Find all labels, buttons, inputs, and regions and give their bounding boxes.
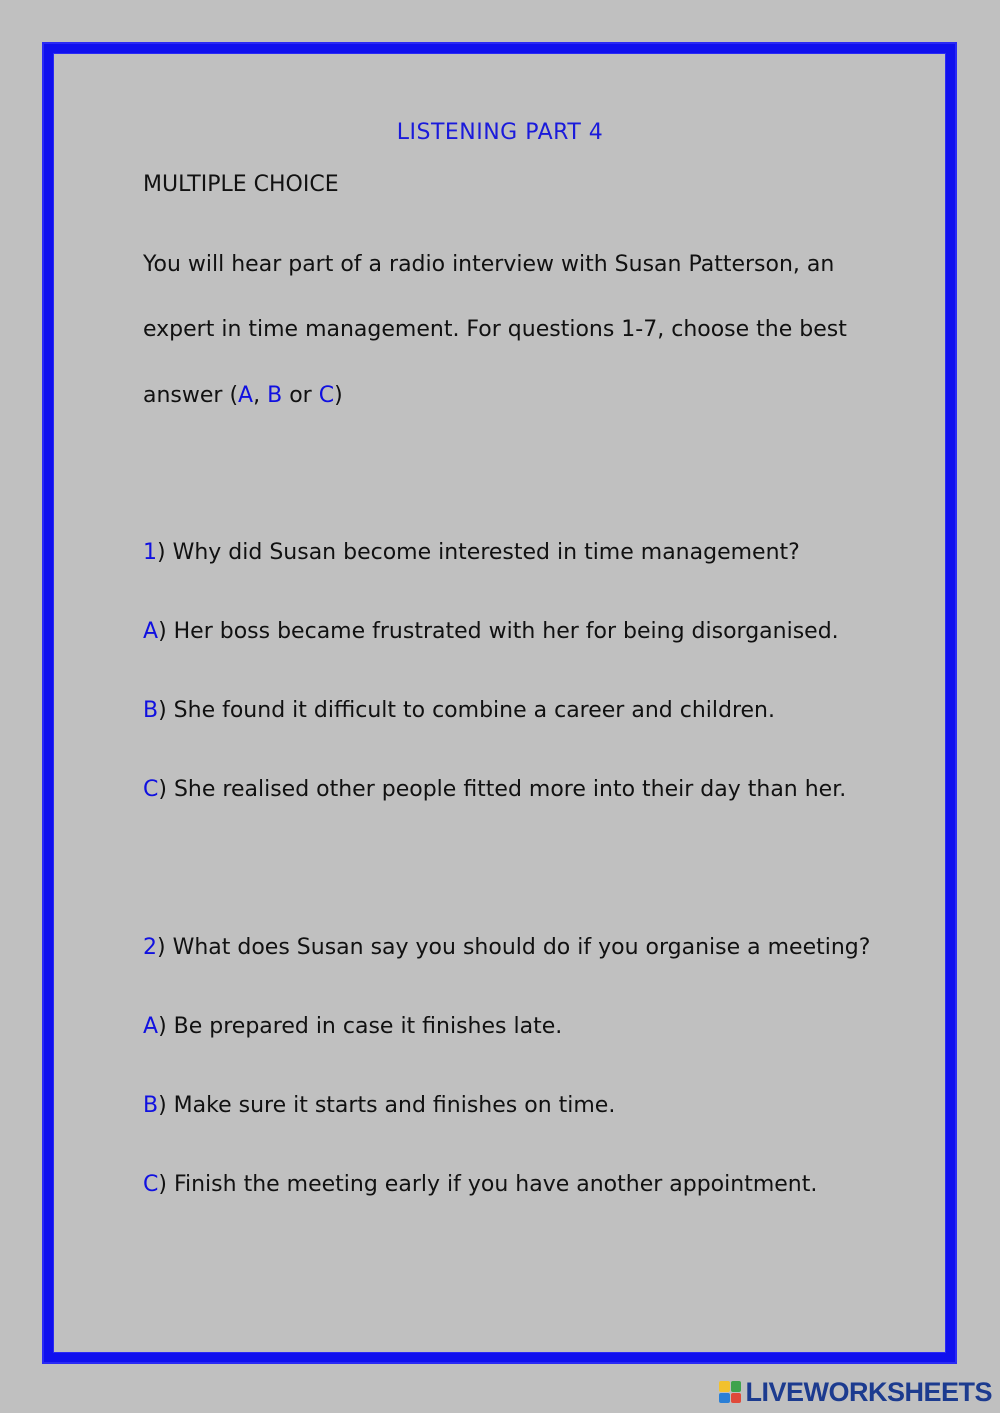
question-number: 2 — [143, 935, 157, 960]
option-text: ) Make sure it starts and finishes on time. — [158, 1093, 616, 1118]
question-text: ) Why did Susan become interested in time management? — [157, 540, 800, 565]
question-number: 1 — [143, 540, 157, 565]
instructions-option-c: C — [318, 383, 335, 408]
option-letter: B — [143, 698, 159, 723]
question-1-option-a[interactable] — [143, 617, 839, 647]
instructions-line-3 — [143, 381, 343, 411]
instructions-prefix: answer ( — [143, 383, 239, 408]
liveworksheets-logo-icon — [719, 1381, 741, 1403]
option-text: ) She found it difficult to combine a career and children. — [158, 698, 775, 723]
question-2 — [143, 933, 870, 963]
instructions-option-a: A — [238, 383, 254, 408]
instructions-or: or — [282, 383, 319, 408]
page-title: LISTENING PART 4 — [396, 120, 604, 145]
option-letter: B — [143, 1093, 159, 1118]
instructions-option-b: B — [267, 383, 283, 408]
option-text: ) She realised other people fitted more into their day than her. — [158, 777, 847, 802]
option-text: ) Finish the meeting early if you have another appointment. — [158, 1172, 818, 1197]
question-1-option-c[interactable] — [143, 775, 846, 805]
question-1-option-b[interactable] — [143, 696, 775, 726]
option-text: ) Her boss became frustrated with her for being disorganised. — [158, 619, 839, 644]
instructions-line-2: expert in time management. For questions 1-7, choose the best — [143, 317, 847, 342]
option-letter: A — [143, 619, 159, 644]
instructions-suffix: ) — [334, 383, 343, 408]
question-2-option-a[interactable] — [143, 1012, 562, 1042]
question-text: ) What does Susan say you should do if you organise a meeting? — [157, 935, 871, 960]
option-letter: C — [143, 1172, 159, 1197]
option-letter: A — [143, 1014, 159, 1039]
option-letter: C — [143, 777, 159, 802]
liveworksheets-logo — [719, 1377, 992, 1407]
option-text: ) Be prepared in case it finishes late. — [158, 1014, 563, 1039]
liveworksheets-logo-text: LIVEWORKSHEETS — [745, 1376, 992, 1407]
question-2-option-c[interactable] — [143, 1170, 817, 1200]
section-label: MULTIPLE CHOICE — [143, 172, 339, 197]
question-2-option-b[interactable] — [143, 1091, 615, 1121]
instructions-comma: , — [253, 383, 268, 408]
instructions-line-1: You will hear part of a radio interview with Susan Patterson, an — [143, 252, 835, 277]
question-1 — [143, 538, 800, 568]
